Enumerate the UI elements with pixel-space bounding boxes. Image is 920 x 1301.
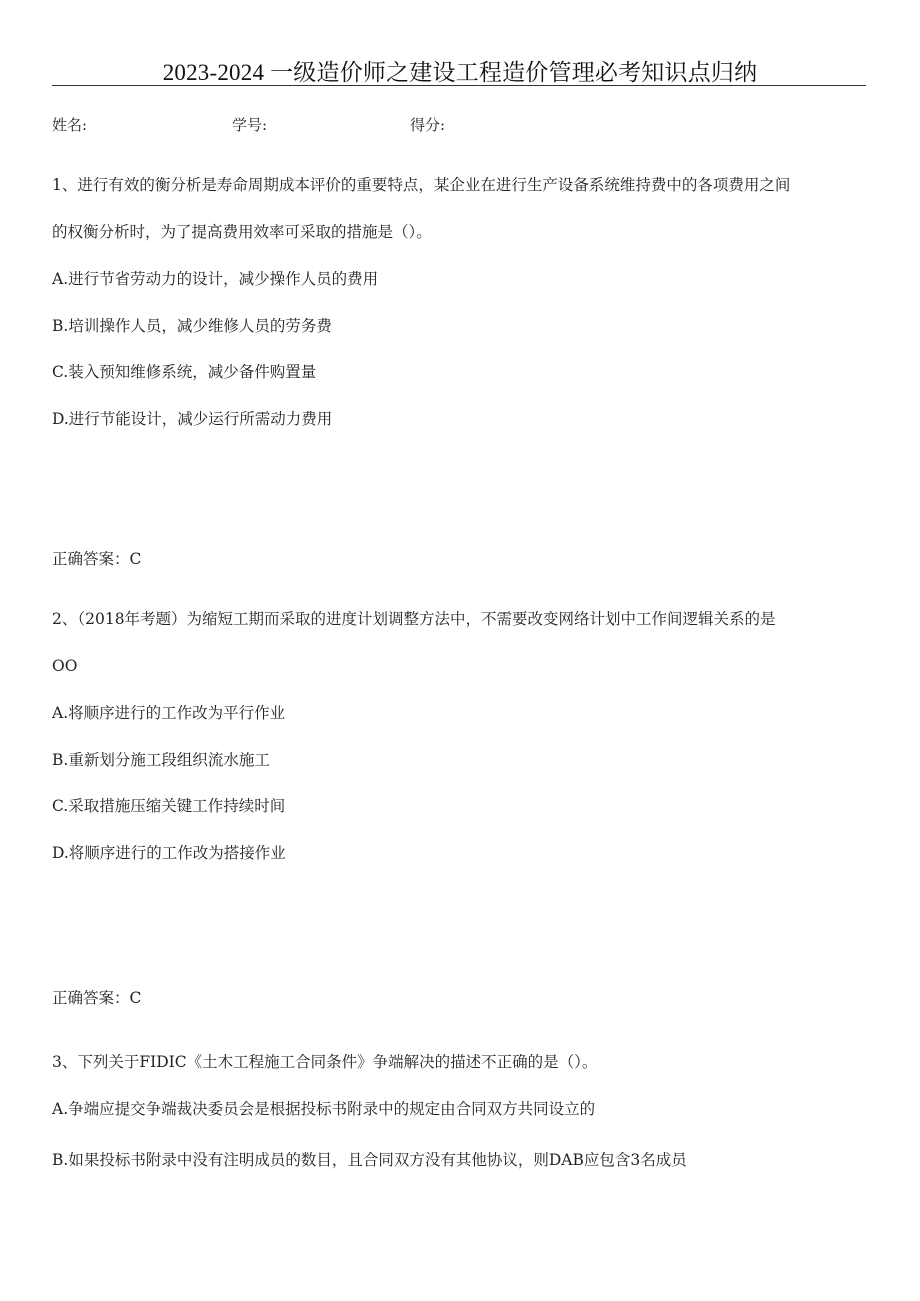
option-d: D.进行节能设计，减少运行所需动力费用: [52, 410, 333, 428]
option-b: B.如果投标书附录中没有注明成员的数目，且合同双方没有其他协议，则DAB应包含3名成员: [52, 1151, 687, 1169]
question-text: 1、进行有效的衡分析是寿命周期成本评价的重要特点，某企业在进行生产设备系统维持费中的各项费用之间: [52, 176, 791, 194]
option-c: C.采取措施压缩关键工作持续时间: [52, 797, 286, 815]
score-label: 得分:: [410, 116, 446, 134]
correct-answer: 正确答案：C: [52, 550, 142, 568]
option-c: C.装入预知维修系统，减少备件购置量: [52, 363, 317, 381]
option-b: B.重新划分施工段组织流水施工: [52, 751, 270, 769]
question-text: 的权衡分析时，为了提高费用效率可采取的措施是（）。: [52, 223, 432, 241]
option-b: B.培训操作人员，减少维修人员的劳务费: [52, 317, 332, 335]
question-text: 3、下列关于FIDIC《土木工程施工合同条件》争端解决的描述不正确的是（）。: [52, 1053, 598, 1071]
question-text: 2、（2018年考题）为缩短工期而采取的进度计划调整方法中，不需要改变网络计划中工作间逻辑关系的是: [52, 610, 776, 628]
correct-answer: 正确答案：C: [52, 989, 142, 1007]
option-a: A.将顺序进行的工作改为平行作业: [52, 704, 286, 722]
option-d: D.将顺序进行的工作改为搭接作业: [52, 844, 286, 862]
name-label: 姓名:: [52, 116, 88, 134]
title-divider: [52, 85, 866, 86]
option-a: A.争端应提交争端裁决委员会是根据投标书附录中的规定由合同双方共同设立的: [52, 1100, 596, 1118]
student-id-label: 学号:: [232, 116, 268, 134]
question-text: OO: [52, 657, 78, 675]
option-a: A.进行节省劳动力的设计，减少操作人员的费用: [52, 270, 379, 288]
document-title: 2023-2024 一级造价师之建设工程造价管理必考知识点归纳: [162, 60, 758, 85]
